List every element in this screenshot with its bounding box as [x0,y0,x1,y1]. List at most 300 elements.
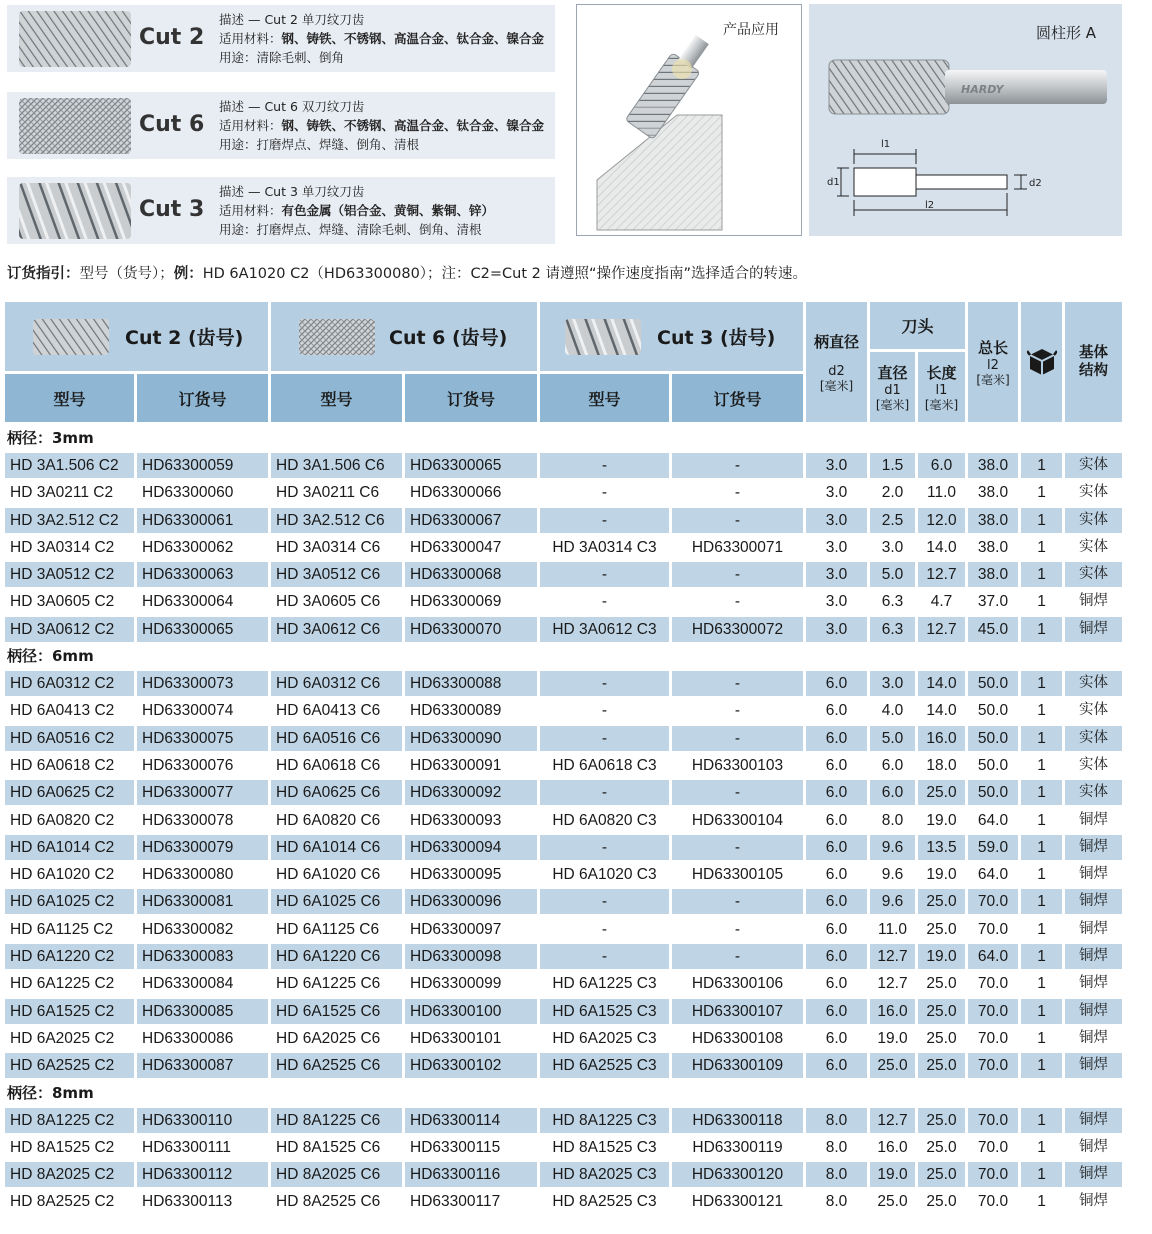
table-row [5,725,1122,752]
cell-head-diameter: 8.0 [870,808,915,833]
cell-shank-diameter: 3.0 [806,508,867,533]
table-row [5,479,1122,506]
order-guide [7,262,807,283]
cell-cut3-model: - [540,698,669,723]
cell-cut6-model: HD 8A2025 C6 [271,1162,402,1187]
cell-package-qty: 1 [1021,1053,1062,1078]
dim-l2: l2 [925,200,935,211]
order-guide-text1: 型号（货号）； [79,266,174,282]
table-row [5,998,1122,1025]
cell-cut2-order-no: HD63300087 [137,1053,268,1078]
cell-head-diameter: 5.0 [870,562,915,587]
order-guide-label: 订货指引： [7,266,80,282]
header-head-diameter: 直径 d1 [毫米] [870,352,915,422]
cell-cut2-order-no: HD63300113 [137,1189,268,1214]
header-total-length: 总长 l2 [毫米] [968,302,1018,422]
product-application-panel [576,4,802,236]
cell-cut2-model: HD 6A1225 C2 [5,971,134,996]
cell-head-length: 6.0 [918,453,965,478]
cut3-material: 有色金属（铝合金、黄铜、紫铜、锌） [281,203,495,218]
cell-cut6-order-no: HD63300068 [405,562,537,587]
order-guide-example-label: 例： [173,266,203,282]
cell-total-length: 50.0 [968,671,1018,696]
table-row [5,452,1122,479]
header-package [1021,302,1062,422]
cell-cut2-model: HD 8A1525 C2 [5,1135,134,1160]
cell-package-qty: 1 [1021,780,1062,805]
cell-total-length: 64.0 [968,944,1018,969]
cell-cut6-order-no: HD63300070 [405,617,537,642]
cell-shank-diameter: 6.0 [806,889,867,914]
header-cut3-model: 型号 [540,374,669,422]
cut6-use: 用途：打磨焊点、焊缝、倒角、清根 [219,137,420,152]
cell-base-structure: 铜焊 [1065,617,1122,642]
table-row [5,1052,1122,1079]
cell-head-diameter: 9.6 [870,835,915,860]
cell-cut6-order-no: HD63300095 [405,862,537,887]
cell-cut3-model: - [540,453,669,478]
cell-head-length: 19.0 [918,944,965,969]
cell-head-diameter: 12.7 [870,944,915,969]
cell-shank-diameter: 8.0 [806,1162,867,1187]
cell-cut2-model: HD 6A1014 C2 [5,835,134,860]
cell-total-length: 38.0 [968,535,1018,560]
cell-cut6-order-no: HD63300098 [405,944,537,969]
cut3-description-card [7,177,555,244]
cell-head-length: 11.0 [918,480,965,505]
cell-head-length: 25.0 [918,1162,965,1187]
cell-package-qty: 1 [1021,753,1062,778]
cell-cut2-model: HD 6A1220 C2 [5,944,134,969]
cell-head-length: 12.7 [918,617,965,642]
cell-cut2-order-no: HD63300112 [137,1162,268,1187]
cell-cut3-model: HD 8A2525 C3 [540,1189,669,1214]
cell-cut6-order-no: HD63300099 [405,971,537,996]
cell-cut6-order-no: HD63300092 [405,780,537,805]
cell-cut2-order-no: HD63300064 [137,589,268,614]
header-cut6-model: 型号 [271,374,402,422]
cut2-title: Cut 2 [139,25,205,50]
cell-shank-diameter: 6.0 [806,1026,867,1051]
cell-shank-diameter: 6.0 [806,944,867,969]
cell-head-length: 19.0 [918,862,965,887]
cell-cut3-model: HD 6A0618 C3 [540,753,669,778]
cell-cut3-order-no: - [672,480,803,505]
cell-package-qty: 1 [1021,971,1062,996]
cell-cut6-order-no: HD63300067 [405,508,537,533]
cell-cut6-order-no: HD63300093 [405,808,537,833]
cell-cut2-order-no: HD63300078 [137,808,268,833]
table-row [5,916,1122,943]
cell-package-qty: 1 [1021,698,1062,723]
header-cut3-order-no: 订货号 [672,374,803,422]
cell-package-qty: 1 [1021,671,1062,696]
cell-package-qty: 1 [1021,1026,1062,1051]
cell-head-length: 19.0 [918,808,965,833]
cell-cut3-order-no: - [672,726,803,751]
cell-cut2-model: HD 6A0312 C2 [5,671,134,696]
cell-base-structure: 铜焊 [1065,889,1122,914]
cell-head-diameter: 9.6 [870,889,915,914]
section-header: 柄径：8mm [7,1083,94,1102]
table-row [5,1025,1122,1052]
cell-base-structure: 实体 [1065,562,1122,587]
header-cut2-model: 型号 [5,374,134,422]
cell-cut2-order-no: HD63300086 [137,1026,268,1051]
cell-package-qty: 1 [1021,944,1062,969]
cell-total-length: 70.0 [968,1026,1018,1051]
cell-cut3-order-no: HD63300118 [672,1108,803,1133]
cell-head-length: 25.0 [918,971,965,996]
cell-total-length: 38.0 [968,453,1018,478]
cell-cut6-model: HD 6A1125 C6 [271,917,402,942]
cell-shank-diameter: 6.0 [806,835,867,860]
cell-base-structure: 实体 [1065,535,1122,560]
table-row [5,752,1122,779]
header-base-structure: 基体结构 [1065,302,1122,422]
cell-cut3-model: - [540,726,669,751]
cell-cut2-model: HD 3A0612 C2 [5,617,134,642]
cell-cut2-model: HD 6A1525 C2 [5,999,134,1024]
dim-l1: l1 [881,139,891,150]
cell-base-structure: 实体 [1065,780,1122,805]
cell-cut3-model: - [540,835,669,860]
cell-cut3-order-no: - [672,508,803,533]
cell-cut3-order-no: - [672,453,803,478]
cell-cut6-model: HD 6A2525 C6 [271,1053,402,1078]
cell-head-diameter: 1.5 [870,453,915,478]
cell-head-diameter: 9.6 [870,862,915,887]
cut6-material: 钢、铸铁、不锈钢、高温合金、钛合金、镍合金 [281,118,545,133]
table-row [5,670,1122,697]
cell-cut6-model: HD 6A0516 C6 [271,726,402,751]
cell-cut6-order-no: HD63300094 [405,835,537,860]
cell-shank-diameter: 6.0 [806,698,867,723]
cell-cut2-order-no: HD63300073 [137,671,268,696]
cut3-desc: 描述 — Cut 3 单刀纹刀齿 [219,184,365,199]
table-row [5,1161,1122,1188]
cell-base-structure: 铜焊 [1065,1162,1122,1187]
cell-shank-diameter: 3.0 [806,617,867,642]
shape-label: 圆柱形 A [1035,24,1096,42]
cell-package-qty: 1 [1021,835,1062,860]
cell-shank-diameter: 8.0 [806,1108,867,1133]
cell-cut3-model: HD 8A1225 C3 [540,1108,669,1133]
brand-text: HARDY [961,83,1004,96]
cell-shank-diameter: 6.0 [806,862,867,887]
cell-base-structure: 铜焊 [1065,808,1122,833]
header-head-length: 长度 l1 [毫米] [918,352,965,422]
cell-package-qty: 1 [1021,562,1062,587]
table-row [5,1188,1122,1215]
cell-cut3-order-no: HD63300106 [672,971,803,996]
cell-total-length: 70.0 [968,1162,1018,1187]
cell-shank-diameter: 8.0 [806,1189,867,1214]
cell-head-length: 25.0 [918,1053,965,1078]
cell-cut6-model: HD 3A0512 C6 [271,562,402,587]
cell-cut3-order-no: HD63300119 [672,1135,803,1160]
cell-cut6-model: HD 6A1220 C6 [271,944,402,969]
cell-cut3-model: - [540,562,669,587]
cell-base-structure: 铜焊 [1065,862,1122,887]
cell-head-diameter: 6.0 [870,780,915,805]
cell-package-qty: 1 [1021,1108,1062,1133]
cell-head-length: 25.0 [918,999,965,1024]
cell-cut6-order-no: HD63300089 [405,698,537,723]
cell-head-length: 12.0 [918,508,965,533]
cut6-desc: 描述 — Cut 6 双刀纹刀齿 [219,99,365,114]
cell-cut2-model: HD 3A1.506 C2 [5,453,134,478]
cell-cut2-order-no: HD63300063 [137,562,268,587]
header-shank-diameter: 柄直径 d2 [毫米] [806,302,867,422]
cell-base-structure: 铜焊 [1065,1053,1122,1078]
cell-head-length: 18.0 [918,753,965,778]
cut2-material: 钢、铸铁、不锈钢、高温合金、钛合金、镍合金 [281,31,545,46]
cell-cut3-order-no: HD63300107 [672,999,803,1024]
table-row [5,561,1122,588]
cut3-title: Cut 3 [139,197,205,222]
cell-cut3-order-no: HD63300103 [672,753,803,778]
cell-cut2-model: HD 3A0605 C2 [5,589,134,614]
cell-cut2-order-no: HD63300083 [137,944,268,969]
table-row [5,507,1122,534]
table-row [5,779,1122,806]
cell-head-diameter: 25.0 [870,1053,915,1078]
cell-total-length: 38.0 [968,508,1018,533]
cell-head-length: 12.7 [918,562,965,587]
cell-cut3-model: - [540,944,669,969]
cell-head-length: 16.0 [918,726,965,751]
cell-head-length: 14.0 [918,698,965,723]
cell-package-qty: 1 [1021,1135,1062,1160]
cell-package-qty: 1 [1021,453,1062,478]
cell-base-structure: 铜焊 [1065,917,1122,942]
cell-shank-diameter: 3.0 [806,589,867,614]
cell-head-diameter: 16.0 [870,1135,915,1160]
shape-panel [809,4,1122,236]
table-row [5,534,1122,561]
table-row [5,861,1122,888]
cell-cut6-order-no: HD63300100 [405,999,537,1024]
cell-package-qty: 1 [1021,508,1062,533]
cell-cut2-model: HD 8A2525 C2 [5,1189,134,1214]
cell-cut3-model: HD 3A0314 C3 [540,535,669,560]
cell-head-diameter: 3.0 [870,535,915,560]
cell-cut6-order-no: HD63300115 [405,1135,537,1160]
cell-cut2-order-no: HD63300082 [137,917,268,942]
cell-total-length: 59.0 [968,835,1018,860]
cell-head-diameter: 19.0 [870,1026,915,1051]
cell-package-qty: 1 [1021,862,1062,887]
cell-cut6-order-no: HD63300117 [405,1189,537,1214]
cell-cut3-order-no: HD63300105 [672,862,803,887]
table-header [5,302,1122,422]
cell-shank-diameter: 6.0 [806,753,867,778]
table-row [5,970,1122,997]
cut3-burr-image [19,183,131,239]
cell-cut3-model: HD 3A0612 C3 [540,617,669,642]
cell-cut3-model: - [540,480,669,505]
cell-cut6-model: HD 6A0413 C6 [271,698,402,723]
cell-base-structure: 铜焊 [1065,1135,1122,1160]
cell-cut2-order-no: HD63300074 [137,698,268,723]
cell-cut2-model: HD 6A2025 C2 [5,1026,134,1051]
cell-cut6-order-no: HD63300047 [405,535,537,560]
cell-cut3-model: HD 6A2025 C3 [540,1026,669,1051]
cell-base-structure: 实体 [1065,480,1122,505]
cell-cut6-model: HD 3A1.506 C6 [271,453,402,478]
cell-head-length: 25.0 [918,917,965,942]
cell-package-qty: 1 [1021,535,1062,560]
cell-shank-diameter: 6.0 [806,1053,867,1078]
cut3-header-icon [565,319,641,355]
cell-cut3-order-no: - [672,889,803,914]
cell-cut3-model: - [540,508,669,533]
cut2-use: 用途：清除毛刺、倒角 [219,50,345,65]
cell-cut3-model: HD 6A1020 C3 [540,862,669,887]
cut6-description-card [7,92,555,159]
cell-cut3-order-no: HD63300072 [672,617,803,642]
table-row [5,1107,1122,1134]
cell-cut3-order-no: HD63300109 [672,1053,803,1078]
cell-cut3-model: - [540,889,669,914]
cell-base-structure: 铜焊 [1065,1026,1122,1051]
header-cut3-label: Cut 3 (齿号) [657,327,776,349]
cell-cut6-model: HD 6A0625 C6 [271,780,402,805]
cell-head-length: 25.0 [918,1135,965,1160]
header-cut2-label: Cut 2 (齿号) [125,327,244,349]
cut2-burr-image [19,11,131,67]
cell-cut2-model: HD 3A0512 C2 [5,562,134,587]
cell-cut2-order-no: HD63300059 [137,453,268,478]
cell-cut2-model: HD 8A2025 C2 [5,1162,134,1187]
cell-cut6-model: HD 3A0612 C6 [271,617,402,642]
cell-cut6-order-no: HD63300116 [405,1162,537,1187]
cell-base-structure: 铜焊 [1065,999,1122,1024]
cell-base-structure: 实体 [1065,726,1122,751]
cell-head-length: 25.0 [918,1189,965,1214]
cell-base-structure: 实体 [1065,671,1122,696]
cell-shank-diameter: 3.0 [806,562,867,587]
cell-cut2-order-no: HD63300062 [137,535,268,560]
cell-head-length: 25.0 [918,1108,965,1133]
cell-cut6-model: HD 6A1525 C6 [271,999,402,1024]
cell-shank-diameter: 6.0 [806,917,867,942]
cell-total-length: 37.0 [968,589,1018,614]
cell-head-diameter: 25.0 [870,1189,915,1214]
table-row [5,588,1122,615]
cut3-use: 用途：打磨焊点、焊缝、清除毛刺、倒角、清根 [219,222,482,237]
table-row [5,616,1122,643]
cell-shank-diameter: 8.0 [806,1135,867,1160]
cell-cut6-order-no: HD63300102 [405,1053,537,1078]
cell-cut3-model: HD 8A2025 C3 [540,1162,669,1187]
cell-cut3-order-no: - [672,835,803,860]
cell-head-diameter: 16.0 [870,999,915,1024]
cell-cut2-model: HD 8A1225 C2 [5,1108,134,1133]
cell-head-diameter: 11.0 [870,917,915,942]
cell-head-diameter: 19.0 [870,1162,915,1187]
cell-cut6-order-no: HD63300101 [405,1026,537,1051]
cell-base-structure: 实体 [1065,753,1122,778]
cell-cut2-model: HD 3A2.512 C2 [5,508,134,533]
cut2-header-icon [33,319,109,355]
cell-head-diameter: 12.7 [870,1108,915,1133]
cell-cut2-model: HD 3A0314 C2 [5,535,134,560]
cell-total-length: 70.0 [968,1108,1018,1133]
cell-cut6-model: HD 3A0314 C6 [271,535,402,560]
cell-cut6-model: HD 6A1014 C6 [271,835,402,860]
cell-cut6-order-no: HD63300088 [405,671,537,696]
cell-cut6-order-no: HD63300097 [405,917,537,942]
cell-package-qty: 1 [1021,617,1062,642]
cell-head-length: 25.0 [918,780,965,805]
order-guide-text2: HD 6A1020 C2（HD63300080）；注：C2=Cut 2 请遵照“操作速度指南”选择适合的转速。 [202,266,808,282]
cell-total-length: 45.0 [968,617,1018,642]
table-row [5,834,1122,861]
cell-head-diameter: 6.3 [870,617,915,642]
cell-cut2-model: HD 6A2525 C2 [5,1053,134,1078]
cell-cut6-model: HD 8A1225 C6 [271,1108,402,1133]
cell-total-length: 50.0 [968,698,1018,723]
cut2-material-label: 适用材料： [219,31,282,46]
cell-head-length: 25.0 [918,1026,965,1051]
cell-cut2-model: HD 6A0413 C2 [5,698,134,723]
application-illustration [577,5,801,235]
cell-cut6-model: HD 3A0211 C6 [271,480,402,505]
cell-cut2-model: HD 6A0820 C2 [5,808,134,833]
cell-cut2-order-no: HD63300079 [137,835,268,860]
header-cut6-order-no: 订货号 [405,374,537,422]
cell-cut2-model: HD 6A0618 C2 [5,753,134,778]
cell-cut2-model: HD 6A1025 C2 [5,889,134,914]
cell-cut6-order-no: HD63300090 [405,726,537,751]
cell-total-length: 70.0 [968,1189,1018,1214]
cell-cut2-order-no: HD63300110 [137,1108,268,1133]
cell-shank-diameter: 6.0 [806,726,867,751]
cell-shank-diameter: 6.0 [806,780,867,805]
cut2-desc: 描述 — Cut 2 单刀纹刀齿 [219,12,365,27]
cell-cut3-model: - [540,780,669,805]
cell-base-structure: 铜焊 [1065,971,1122,996]
cell-total-length: 50.0 [968,780,1018,805]
cell-package-qty: 1 [1021,917,1062,942]
cell-cut2-order-no: HD63300076 [137,753,268,778]
cell-shank-diameter: 6.0 [806,999,867,1024]
cell-cut3-order-no: - [672,917,803,942]
cell-head-length: 13.5 [918,835,965,860]
cell-cut6-model: HD 6A0618 C6 [271,753,402,778]
cell-shank-diameter: 3.0 [806,453,867,478]
cell-total-length: 70.0 [968,971,1018,996]
cell-cut2-model: HD 6A1020 C2 [5,862,134,887]
cell-base-structure: 铜焊 [1065,1189,1122,1214]
cut3-material-label: 适用材料： [219,203,282,218]
cell-cut3-order-no: - [672,589,803,614]
dim-d2: d2 [1029,178,1042,189]
cell-head-diameter: 2.0 [870,480,915,505]
cell-cut6-model: HD 6A1020 C6 [271,862,402,887]
cell-cut2-order-no: HD63300060 [137,480,268,505]
burr-dimension-drawing [809,4,1122,236]
cell-cut2-order-no: HD63300075 [137,726,268,751]
cell-cut2-order-no: HD63300080 [137,862,268,887]
cell-shank-diameter: 6.0 [806,971,867,996]
cell-base-structure: 实体 [1065,508,1122,533]
cell-cut3-order-no: - [672,698,803,723]
cell-cut6-model: HD 6A1025 C6 [271,889,402,914]
cell-head-diameter: 3.0 [870,671,915,696]
